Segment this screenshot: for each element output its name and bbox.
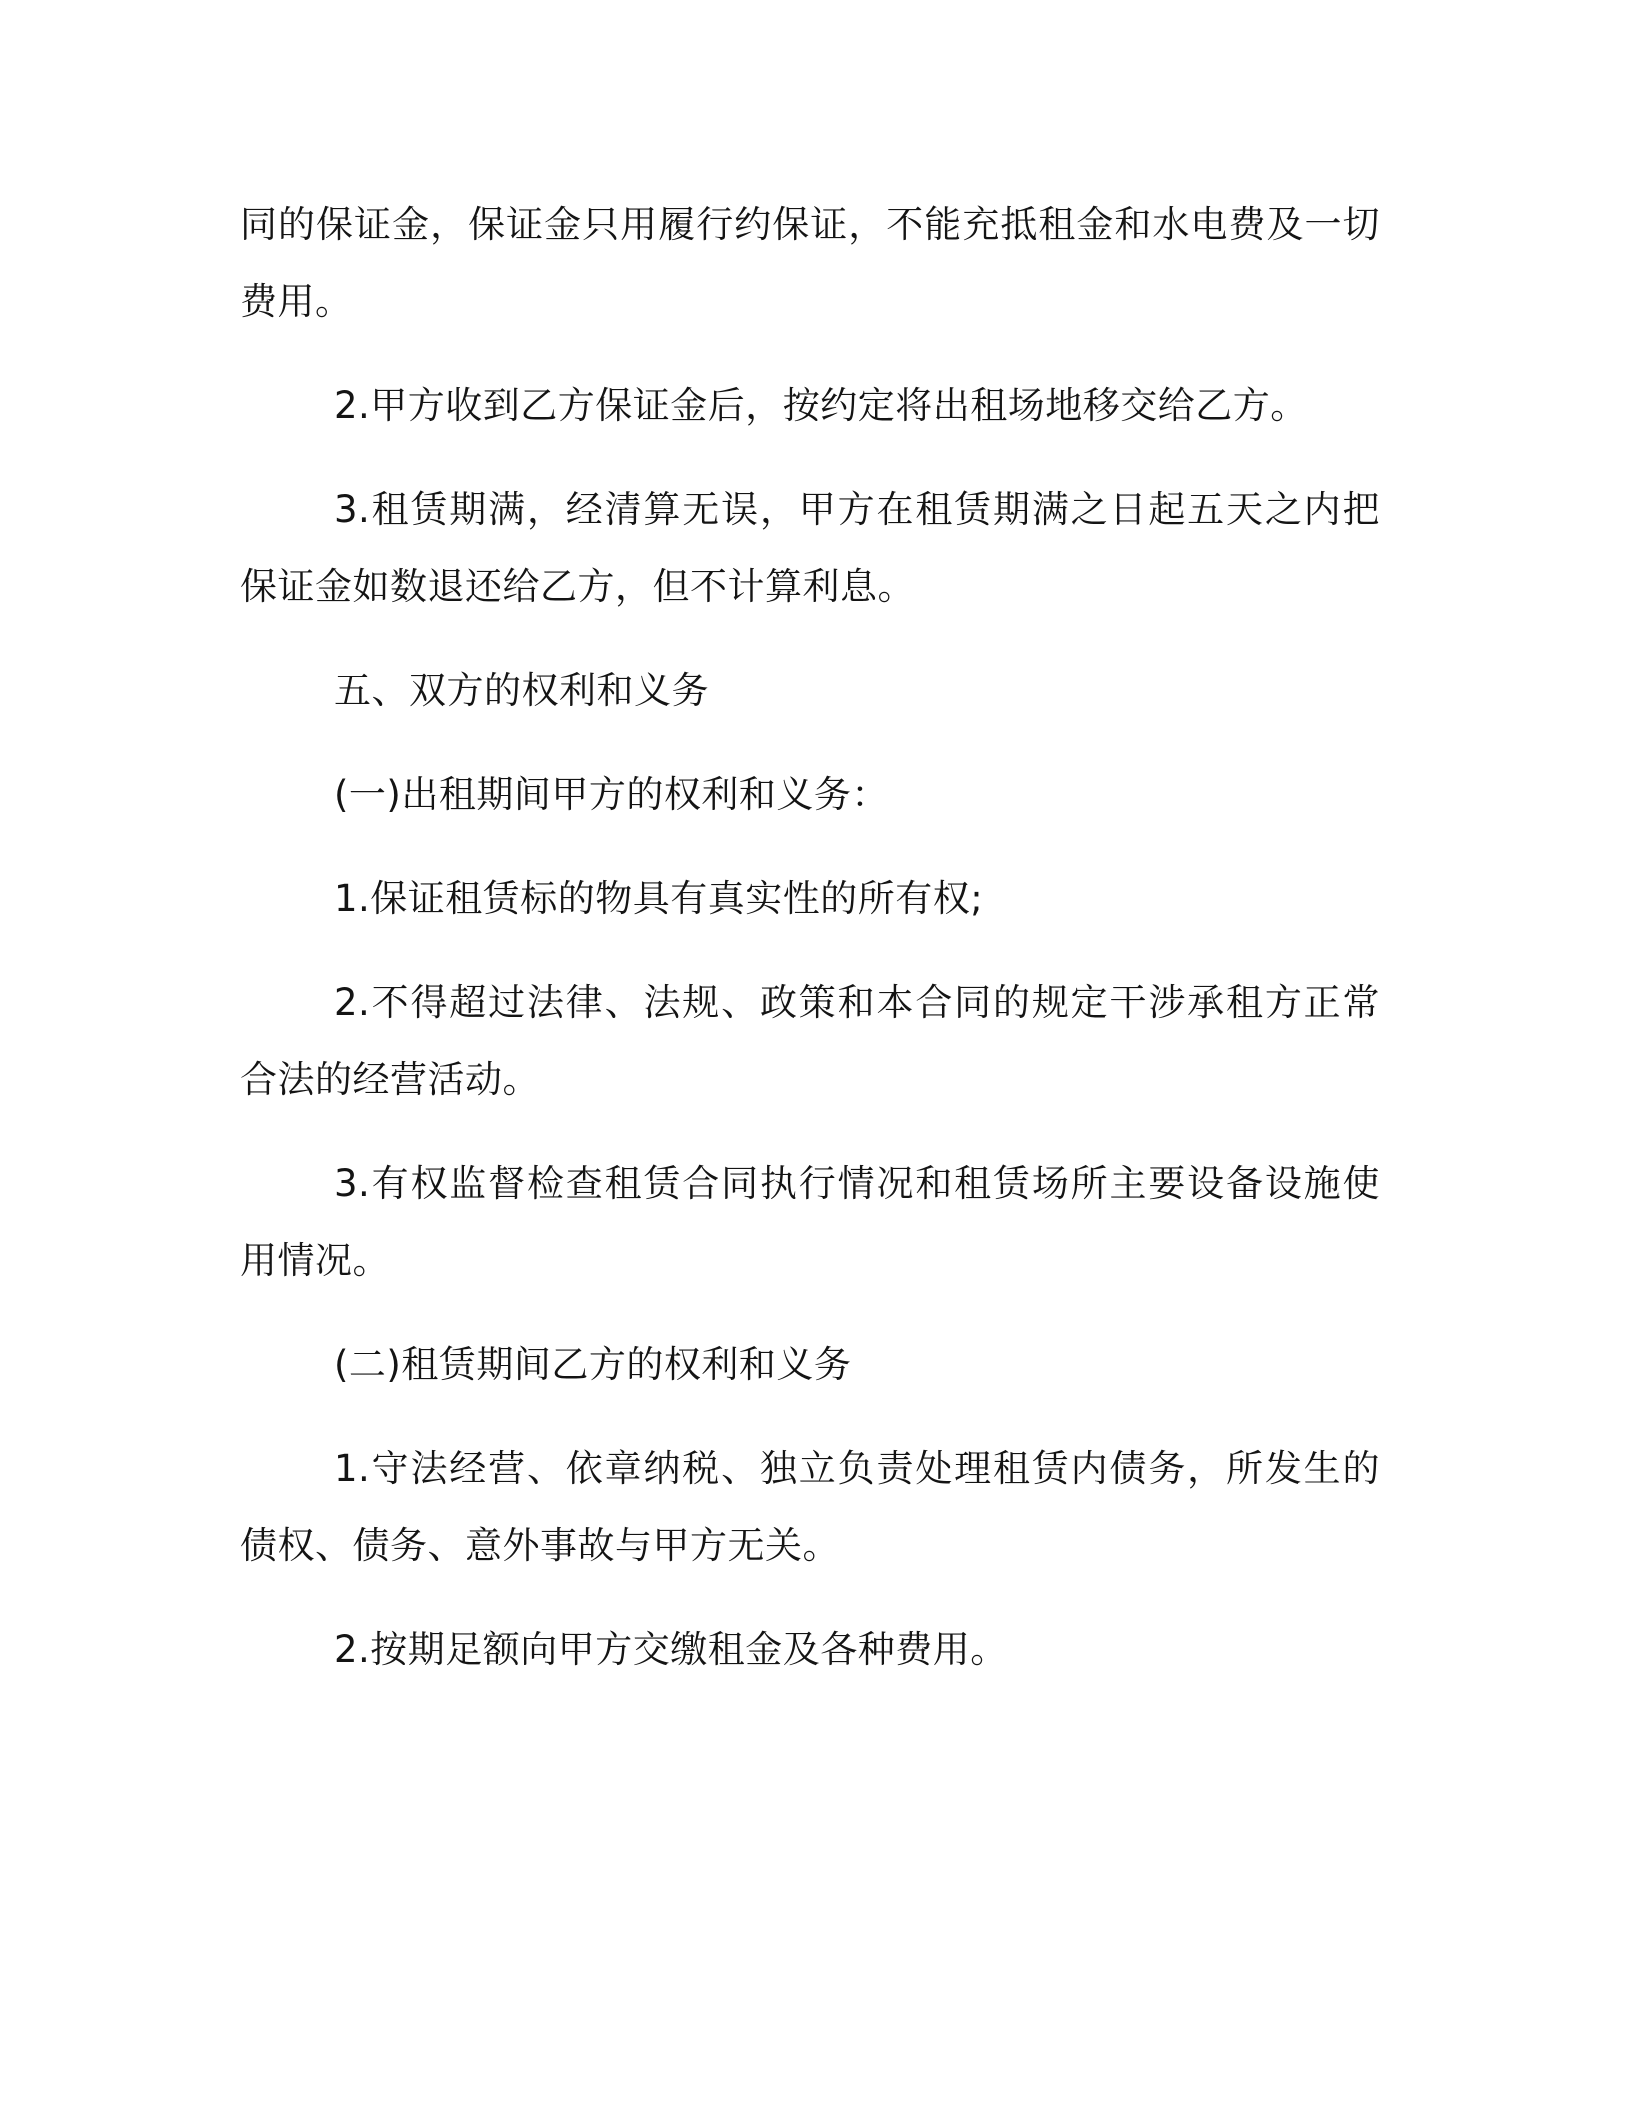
subsection-heading-party-a: (一)出租期间甲方的权利和义务： [334,773,889,816]
paragraph-party-b-item-1: 1.守法经营、依章纳税、独立负责处理租赁内债务，所发生的债权、债务、意外事故与甲方无关。 [240,1447,1380,1567]
paragraph-item-3-refund: 3.租赁期满，经清算无误，甲方在租赁期满之日起五天之内把保证金如数退还给乙方，但不计算利息。 [240,488,1380,608]
paragraph-party-a-item-2: 2.不得超过法律、法规、政策和本合同的规定干涉承租方正常合法的经营活动。 [240,981,1380,1101]
paragraph-party-b-item-2: 2.按期足额向甲方交缴租金及各种费用。 [334,1628,1008,1671]
section-heading-rights-obligations: 五、双方的权利和义务 [334,669,709,712]
paragraph-party-a-item-1: 1.保证租赁标的物具有真实性的所有权; [334,877,984,920]
subsection-heading-party-b: (二)租赁期间乙方的权利和义务 [334,1343,852,1386]
document-body [240,186,1380,1715]
paragraph-item-2-handover: 2.甲方收到乙方保证金后，按约定将出租场地移交给乙方。 [334,384,1308,427]
paragraph-deposit-continuation: 同的保证金，保证金只用履行约保证，不能充抵租金和水电费及一切费用。 [240,203,1380,323]
paragraph-party-a-item-3: 3.有权监督检查租赁合同执行情况和租赁场所主要设备设施使用情况。 [240,1162,1380,1282]
